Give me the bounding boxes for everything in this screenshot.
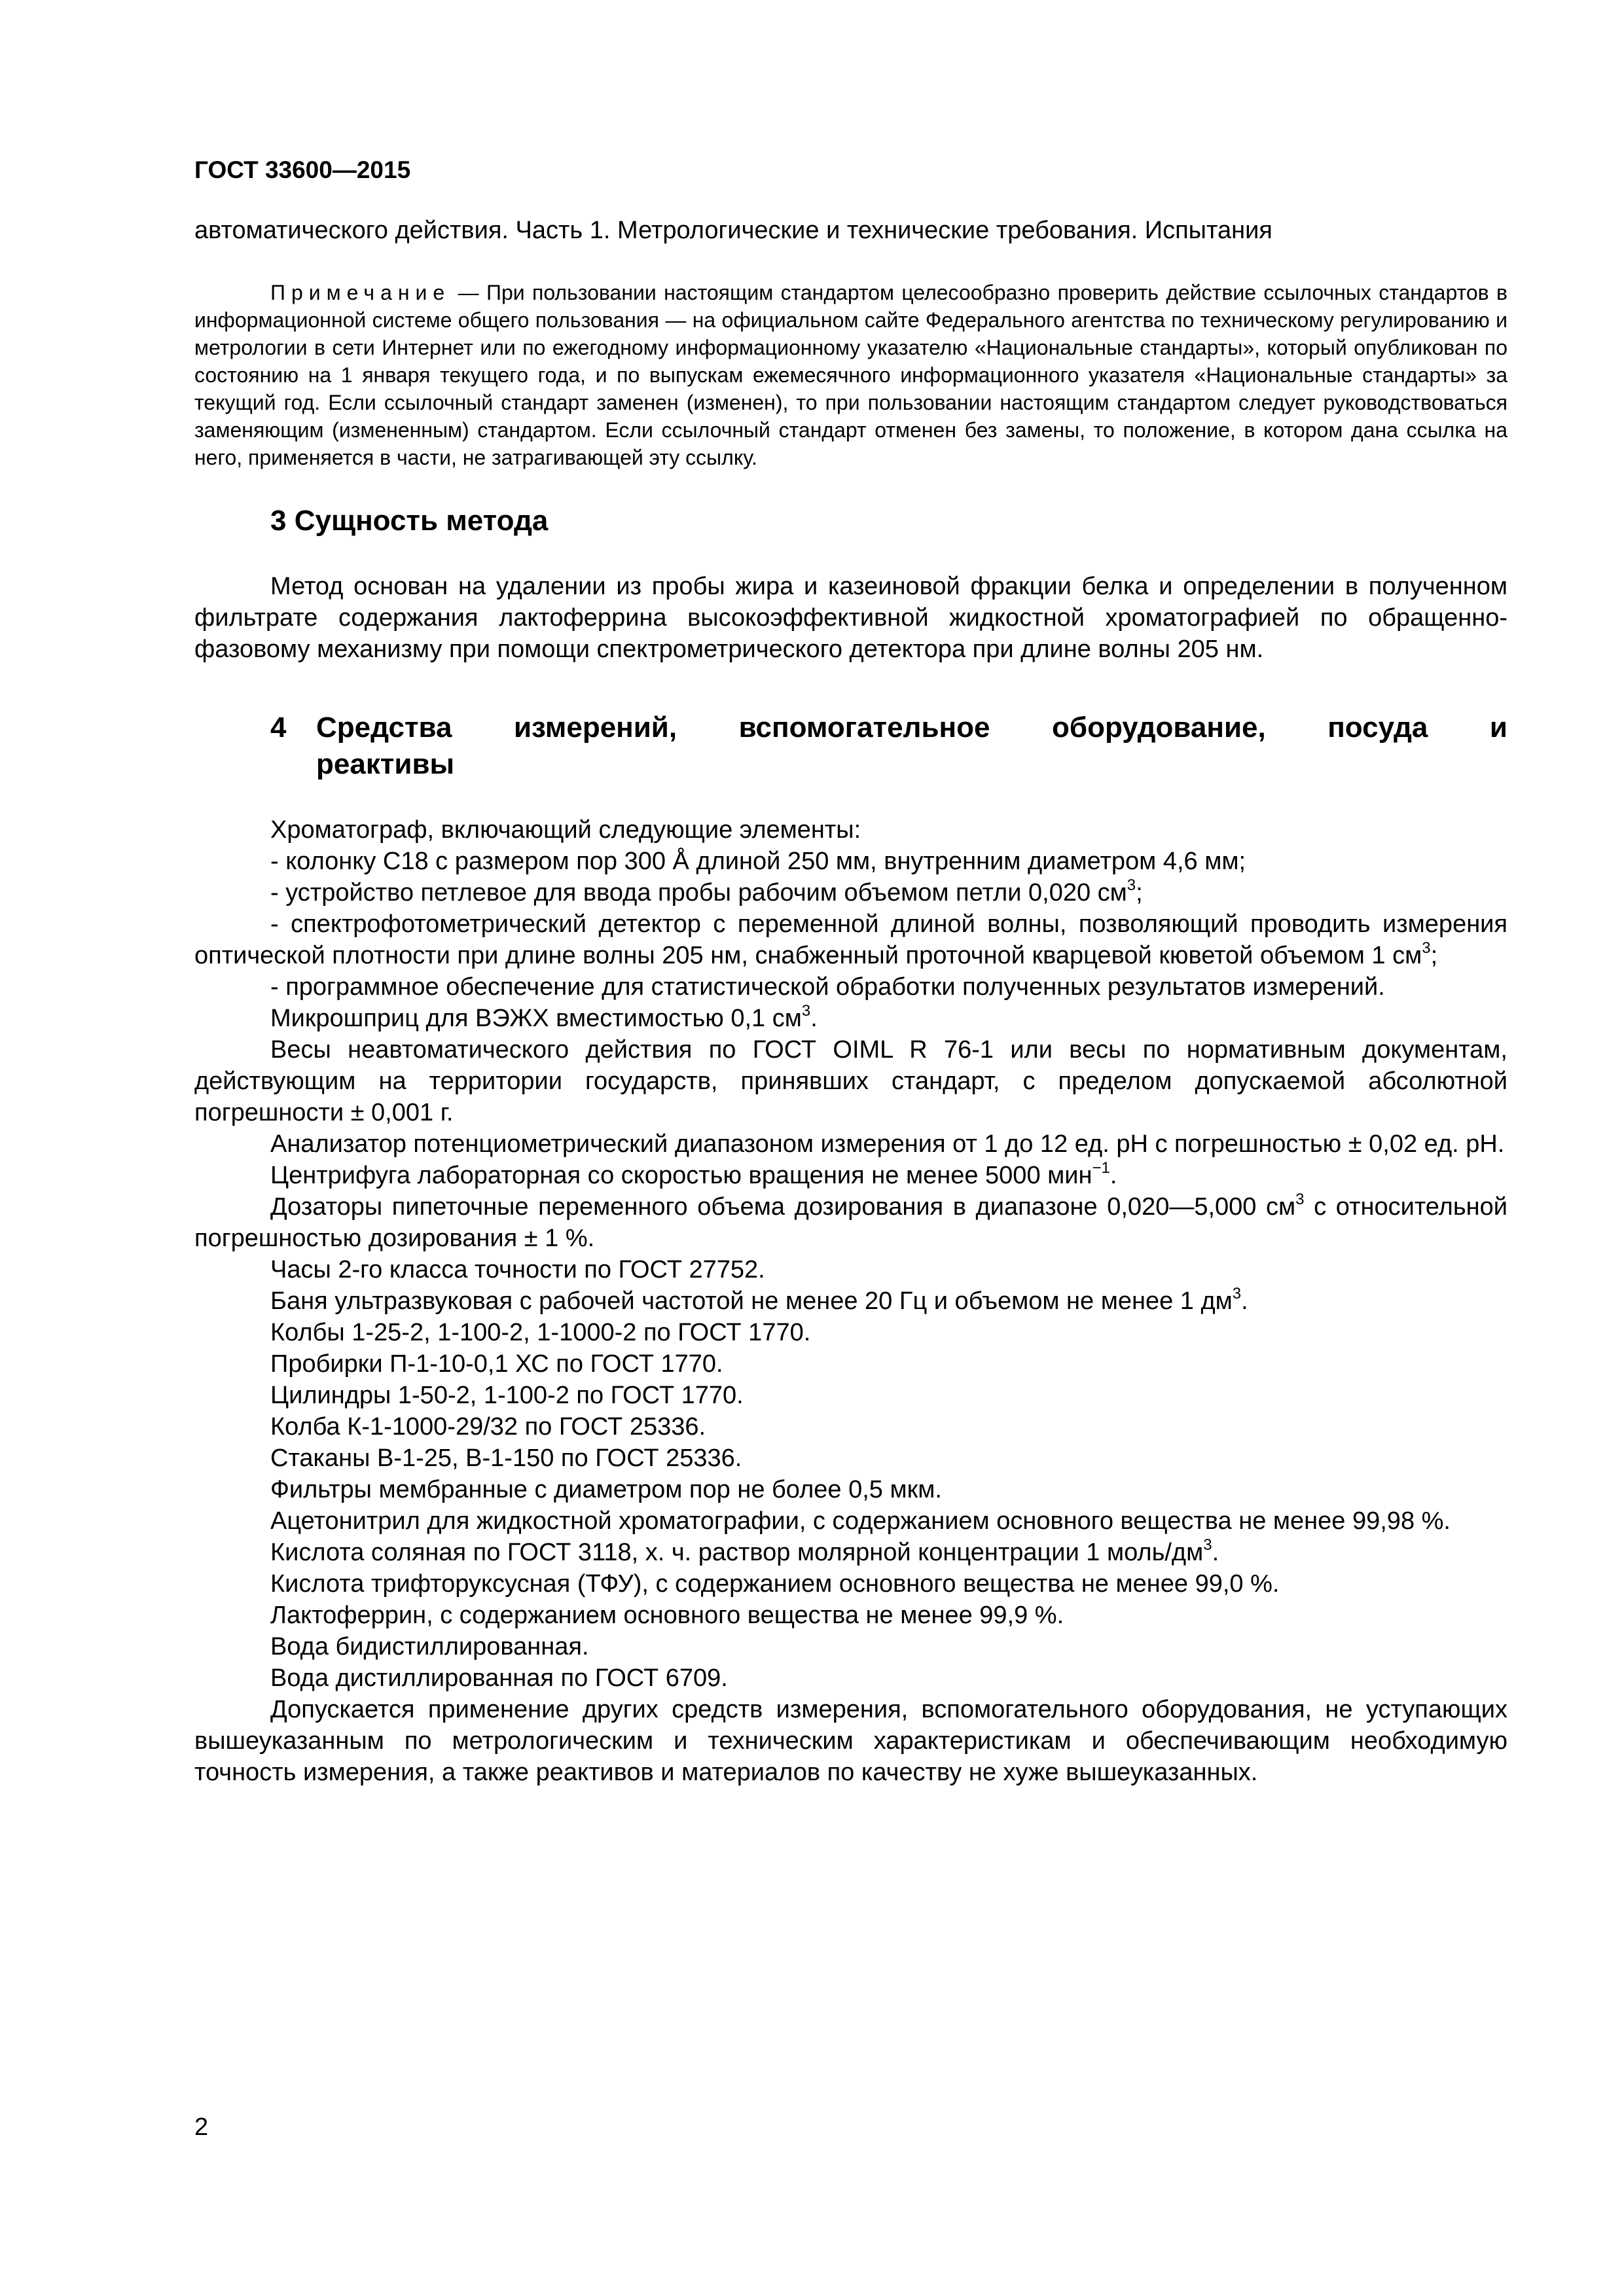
section-4-item	[194, 1505, 1507, 1537]
section-4-item-text: - спектрофотометрический детектор с переменной длиной волны, позволяющий проводить измерения оптической плотности при длине волны 205 нм, снабженный проточной кварцевой кюветой объемом 1 см	[194, 910, 1507, 969]
section-4-item-text: Фильтры мембранные с диаметром пор не более 0,5 мкм.	[270, 1476, 942, 1503]
section-4-item-text: Колбы 1-25-2, 1-100-2, 1-1000-2 по ГОСТ 1770.	[270, 1319, 811, 1346]
section-4-item-text: Кислота трифторуксусная (ТФУ), с содержанием основного вещества не менее 99,0 %.	[270, 1570, 1280, 1598]
section-4-item	[194, 1160, 1507, 1191]
section-3-heading: 3 Сущность метода	[270, 505, 549, 537]
section-4-title-word: и	[1489, 711, 1507, 744]
section-4-item-text: Центрифуга лабораторная со скоростью вращения не менее 5000 мин	[270, 1162, 1092, 1189]
section-4-heading	[194, 709, 1507, 783]
section-4-item	[194, 1128, 1507, 1160]
section-4-list	[194, 814, 1507, 1788]
section-4-item	[194, 971, 1507, 1003]
section-4-item-suffix: .	[1241, 1287, 1248, 1315]
page-number: 2	[194, 2113, 209, 2141]
section-4-item-suffix: ;	[1430, 942, 1438, 969]
section-4-item-superscript: 3	[801, 1002, 811, 1020]
section-4-item-suffix: .	[1110, 1162, 1117, 1189]
section-4-item	[194, 1474, 1507, 1505]
section-4-item-superscript: 3	[1127, 876, 1136, 895]
note-label: Примечание	[270, 281, 451, 304]
note-paragraph	[194, 279, 1507, 471]
section-4-item-text: Хроматограф, включающий следующие элементы:	[270, 816, 861, 844]
section-4-item	[194, 1034, 1507, 1128]
section-4-item	[194, 1317, 1507, 1348]
section-4-item-text: Стаканы В-1-25, В-1-150 по ГОСТ 25336.	[270, 1444, 742, 1472]
section-4-item-text: Баня ультразвуковая с рабочей частотой не менее 20 Гц и объемом не менее 1 дм	[270, 1287, 1233, 1315]
section-4-item	[194, 846, 1507, 877]
section-4-item	[194, 1631, 1507, 1662]
section-4-item-text: Анализатор потенциометрический диапазоном измерения от 1 до 12 ед. pH с погрешностью ± 0,02 ед. pH.	[270, 1130, 1505, 1158]
section-4-item	[194, 1662, 1507, 1694]
section-4-item-text: Весы неавтоматического действия по ГОСТ OIML R 76-1 или весы по нормативным документам, действующим на территории государств, принявших стандарт, с пределом допускаемой абсолютной погрешности ± 0,001 г.	[194, 1036, 1507, 1126]
section-4-item	[194, 1411, 1507, 1443]
section-4-item	[194, 1003, 1507, 1034]
section-4-title	[316, 709, 1507, 783]
section-4-item-text: - программное обеспечение для статистической обработки полученных результатов измерений.	[270, 973, 1385, 1001]
section-4-item	[194, 1443, 1507, 1474]
section-4-item-text: Дозаторы пипеточные переменного объема дозирования в диапазоне 0,020—5,000 см	[270, 1193, 1296, 1221]
section-4-item	[194, 877, 1507, 908]
section-4-item	[194, 1348, 1507, 1380]
section-4-item	[194, 1537, 1507, 1568]
section-4-item-suffix: .	[1212, 1539, 1219, 1566]
section-4-item-superscript: 3	[1232, 1285, 1242, 1303]
section-4-item-text: Допускается применение других средств измерения, вспомогательного оборудования, не уступающих вышеуказанным по метрологическим и техническим характеристикам и обеспечивающим необходимую точность измерения, а также реактивов и материалов по качеству не хуже вышеуказанных.	[194, 1696, 1507, 1786]
section-4-item-text: Лактоферрин, с содержанием основного вещества не менее 99,9 %.	[270, 1602, 1064, 1629]
section-4-item	[194, 1380, 1507, 1411]
section-4-item-text: - устройство петлевое для ввода пробы рабочим объемом петли 0,020 см	[270, 879, 1127, 906]
section-4-item-superscript: 3	[1422, 939, 1431, 958]
section-4-item-text: - колонку С18 с размером пор 300 Å длиной 250 мм, внутренним диаметром 4,6 мм;	[270, 848, 1246, 875]
section-4-item-superscript: 3	[1295, 1191, 1305, 1209]
section-4-item	[194, 814, 1507, 846]
section-4-item	[194, 1285, 1507, 1317]
section-4-item	[194, 1568, 1507, 1600]
section-4-item-superscript: −1	[1092, 1159, 1110, 1177]
section-4-item-text: Вода бидистиллированная.	[270, 1633, 589, 1660]
section-4-item-suffix: с относительной погрешностью дозирования ± 1 %.	[194, 1193, 1507, 1252]
section-4-title-word: Средства	[316, 711, 452, 744]
section-4-title-word: посуда	[1327, 711, 1428, 744]
section-4-title-word: вспомогательное	[738, 711, 990, 744]
section-4-number: 4	[270, 711, 287, 744]
section-4-item-suffix: .	[810, 1005, 818, 1032]
document-header: ГОСТ 33600—2015	[194, 156, 411, 183]
section-4-item-superscript: 3	[1203, 1536, 1212, 1554]
section-4-item-text: Микрошприц для ВЭЖХ вместимостью 0,1 см	[270, 1005, 802, 1032]
section-4-item-text: Пробирки П-1-10-0,1 ХС по ГОСТ 1770.	[270, 1350, 723, 1378]
section-4-item	[194, 1254, 1507, 1285]
section-4-item-text: Кислота соляная по ГОСТ 3118, х. ч. раствор молярной концентрации 1 моль/дм	[270, 1539, 1204, 1566]
intro-line: автоматического действия. Часть 1. Метрологические и технические требования. Испытания	[194, 217, 1272, 244]
document-page	[194, 156, 1507, 1788]
section-3-text: Метод основан на удалении из пробы жира и казеиновой фракции белка и определении в полученном фильтрате содержания лактоферрина высокоэффективной жидкостной хроматографией по обращенно-фазовому механизму при помощи спектрометрического детектора при длине волны 205 нм.	[194, 573, 1507, 663]
section-4-item	[194, 908, 1507, 971]
section-4-title-line-1	[316, 709, 1507, 746]
section-4-title-word: оборудование,	[1052, 711, 1266, 744]
section-4-item-suffix: ;	[1136, 879, 1143, 906]
section-4-title-word: измерений,	[513, 711, 677, 744]
note-text: — При пользовании настоящим стандартом целесообразно проверить действие ссылочных стандартов в информационной системе общего пользования — на официальном сайте Федерального агентства по техническому регулированию и метрологии в сети Интернет или по ежегодному информационному указателю «Национальные стандарты», который опубликован по состоянию на 1 января текущего года, и по выпускам ежемесячного информационного указателя «Национальные стандарты» за текущий год. Если ссылочный стандарт заменен (изменен), то при пользовании настоящим стандартом следует руководствоваться заменяющим (измененным) стандартом. Если ссылочный стандарт отменен без замены, то положение, в котором дана ссылка на него, применяется в части, не затрагивающей эту ссылку.	[194, 281, 1507, 469]
section-4-item-text: Колба К-1-1000-29/32 по ГОСТ 25336.	[270, 1413, 706, 1441]
section-4-item	[194, 1694, 1507, 1788]
section-4-item-text: Вода дистиллированная по ГОСТ 6709.	[270, 1664, 728, 1692]
section-4-item-text: Часы 2-го класса точности по ГОСТ 27752.	[270, 1256, 765, 1283]
section-4-item-text: Цилиндры 1-50-2, 1-100-2 по ГОСТ 1770.	[270, 1382, 744, 1409]
section-4-title-line-2: реактивы	[316, 748, 455, 780]
section-4-item	[194, 1191, 1507, 1254]
section-4-item	[194, 1600, 1507, 1631]
section-4-item-text: Ацетонитрил для жидкостной хроматографии, с содержанием основного вещества не менее 99,98 %.	[270, 1507, 1451, 1535]
